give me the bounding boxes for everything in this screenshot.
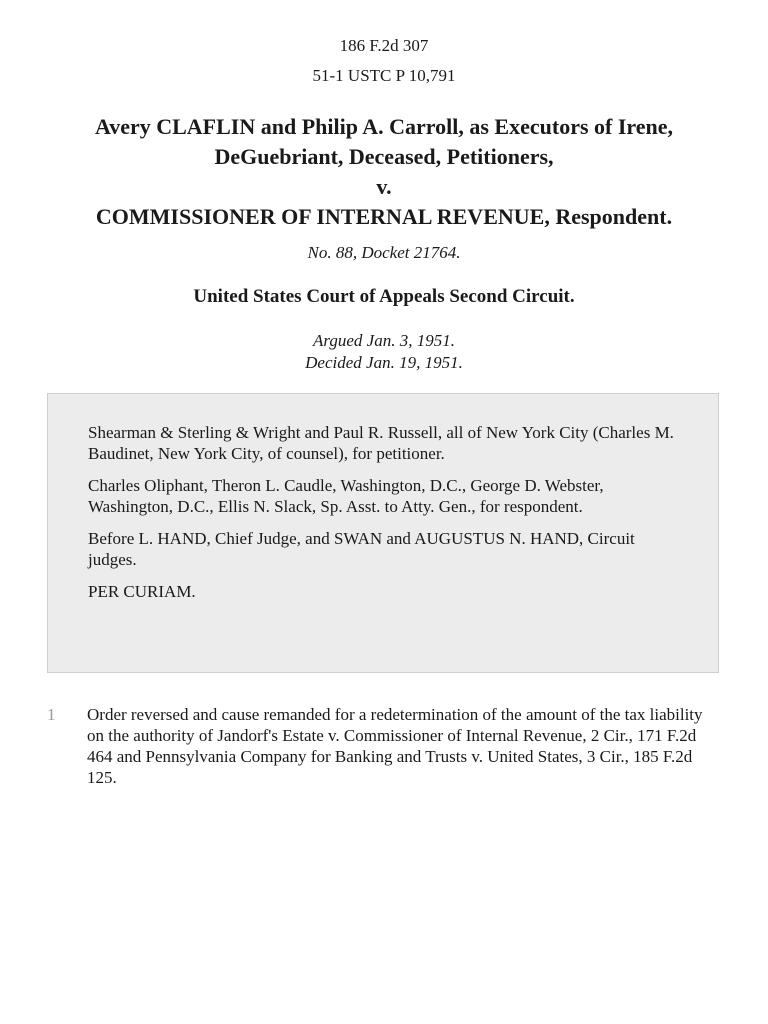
decided-date: Decided Jan. 19, 1951. — [305, 353, 463, 372]
opinion-paragraph — [47, 704, 719, 788]
case-dates — [0, 330, 768, 374]
counsel-box — [47, 393, 719, 673]
case-title-line: COMMISSIONER OF INTERNAL REVENUE, Respondent. — [95, 204, 673, 229]
court-name: United States Court of Appeals Second Circuit. — [193, 286, 575, 307]
case-title — [0, 112, 768, 232]
judges-panel: Before L. HAND, Chief Judge, and SWAN and AUGUSTUS N. HAND, Circuit judges. — [88, 529, 635, 569]
paragraph-number: 1 — [47, 705, 56, 724]
counsel-respondent: Charles Oliphant, Theron L. Caudle, Washington, D.C., George D. Webster, Washington, D.C., Ellis N. Slack, Sp. Asst. to Atty. Gen., for respondent. — [88, 476, 604, 516]
counsel-petitioner: Shearman & Sterling & Wright and Paul R. Russell, all of New York City (Charles M. Baudinet, New York City, of counsel), for petitioner. — [88, 423, 674, 463]
case-title-line: DeGuebriant, Deceased, Petitioners, — [214, 144, 554, 169]
citation-ustc: 51-1 USTC P 10,791 — [312, 66, 456, 85]
case-title-line: v. — [376, 174, 392, 199]
case-title-line: Avery CLAFLIN and Philip A. Carroll, as Executors of Irene, — [94, 114, 674, 139]
argued-date: Argued Jan. 3, 1951. — [313, 331, 455, 350]
paragraph-text: Order reversed and cause remanded for a redetermination of the amount of the tax liability on the authority of Jandorf's Estate v. Commissioner of Internal Revenue, 2 Cir., 171 F.2d 464 and Pennsylvania Company for Banking and Trusts v. United States, 3 Cir., 185 F.2d 125. — [87, 705, 703, 787]
per-curiam: PER CURIAM. — [88, 582, 196, 601]
opinion-body — [47, 704, 719, 788]
docket-number: No. 88, Docket 21764. — [307, 243, 461, 262]
citation-reporter: 186 F.2d 307 — [339, 36, 429, 55]
